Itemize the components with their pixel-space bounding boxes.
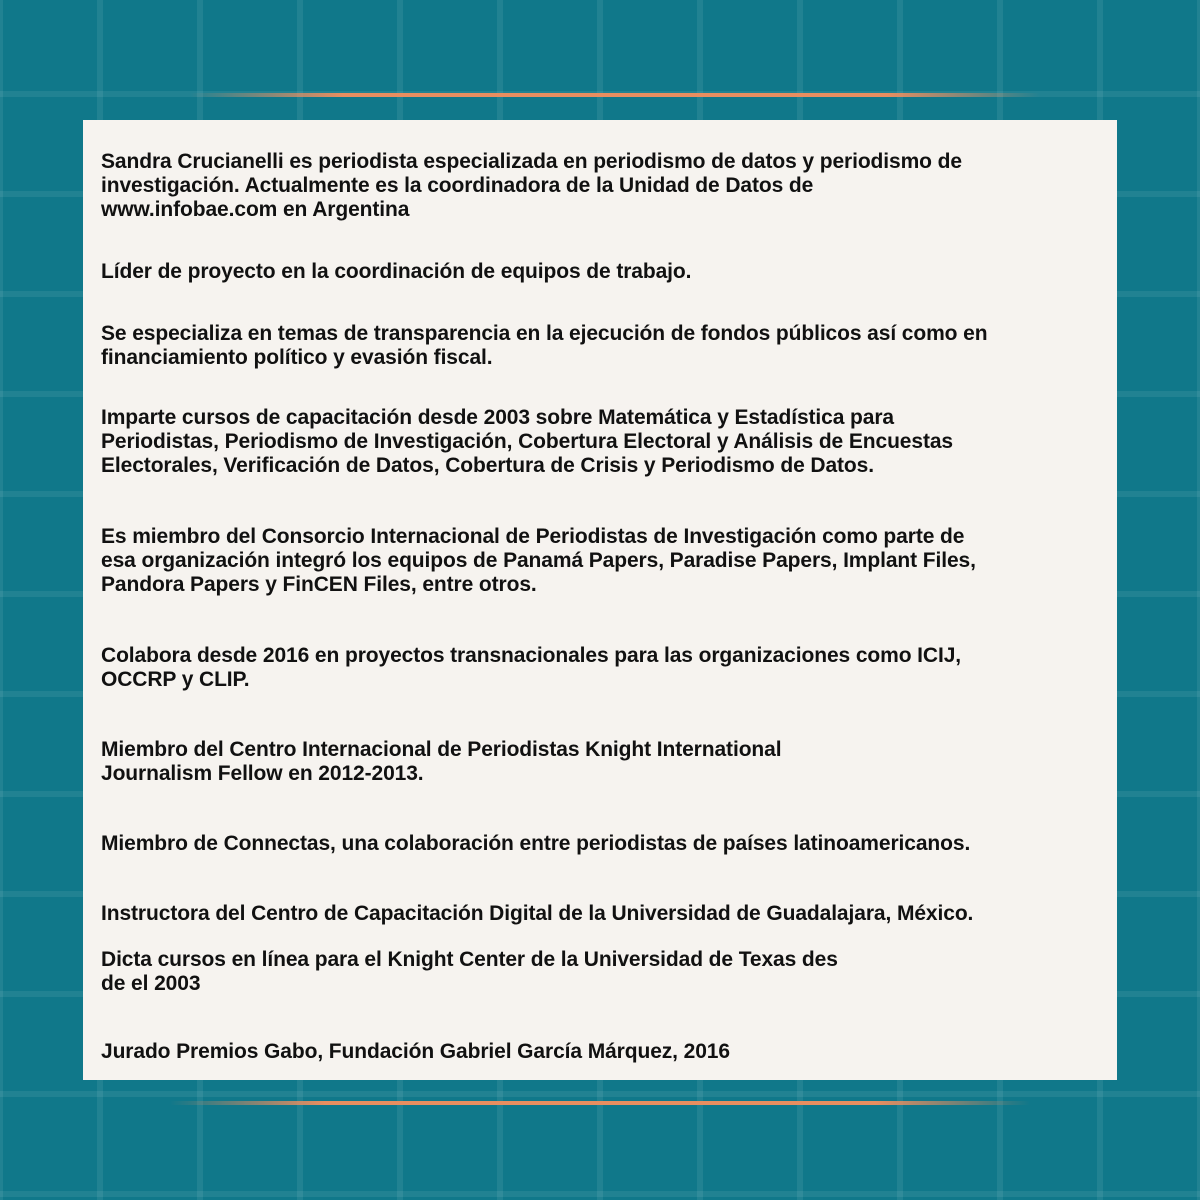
paragraph-line: esa organización integró los equipos de Panamá Papers, Paradise Papers, Implant Files, [101,549,976,572]
top-accent-line [190,93,1040,97]
bottom-accent-line [170,1101,1030,1105]
paragraph-line: investigación. Actualmente es la coordinadora de la Unidad de Datos de [101,174,814,197]
paragraph-connectas [101,832,1099,856]
paragraph-line: www.infobae.com en Argentina [101,198,410,221]
paragraph-knight-fellow [101,738,1099,786]
paragraph-jury [101,1040,1099,1064]
paragraph-line: Pandora Papers y FinCEN Files, entre otros. [101,573,537,596]
paragraph-online-courses [101,948,1099,996]
paragraph-specialization [101,322,1099,370]
paragraph-intro [101,150,1099,222]
paragraph-line: Instructora del Centro de Capacitación Digital de la Universidad de Guadalajara, México. [101,902,974,925]
bio-panel [83,120,1117,1080]
paragraph-courses [101,406,1099,478]
paragraph-line: Se especializa en temas de transparencia en la ejecución de fondos públicos así como en [101,322,988,345]
paragraph-project-leader [101,260,1099,284]
paragraph-line: Líder de proyecto en la coordinación de equipos de trabajo. [101,260,692,283]
paragraph-line: Miembro de Connectas, una colaboración entre periodistas de países latinoamericanos. [101,832,971,855]
paragraph-icij-member [101,525,1099,597]
paragraph-line: Dicta cursos en línea para el Knight Center de la Universidad de Texas des [101,948,838,971]
paragraph-line: Journalism Fellow en 2012-2013. [101,762,424,785]
paragraph-line: Jurado Premios Gabo, Fundación Gabriel García Márquez, 2016 [101,1040,730,1063]
paragraph-line: Electorales, Verificación de Datos, Cobertura de Crisis y Periodismo de Datos. [101,454,874,477]
paragraph-line: de el 2003 [101,972,201,995]
paragraph-line: Colabora desde 2016 en proyectos transnacionales para las organizaciones como ICIJ, [101,644,962,667]
paragraph-line: OCCRP y CLIP. [101,668,250,691]
paragraph-line: Es miembro del Consorcio Internacional de Periodistas de Investigación como parte de [101,525,965,548]
paragraph-line: Imparte cursos de capacitación desde 2003 sobre Matemática y Estadística para [101,406,894,429]
paragraph-collaborations [101,644,1099,692]
paragraph-instructor [101,902,1099,926]
paragraph-line: Sandra Crucianelli es periodista especializada en periodismo de datos y periodismo de [101,150,962,173]
paragraph-line: Miembro del Centro Internacional de Periodistas Knight International [101,738,782,761]
paragraph-line: Periodistas, Periodismo de Investigación, Cobertura Electoral y Análisis de Encuestas [101,430,954,453]
paragraph-line: financiamiento político y evasión fiscal. [101,346,493,369]
